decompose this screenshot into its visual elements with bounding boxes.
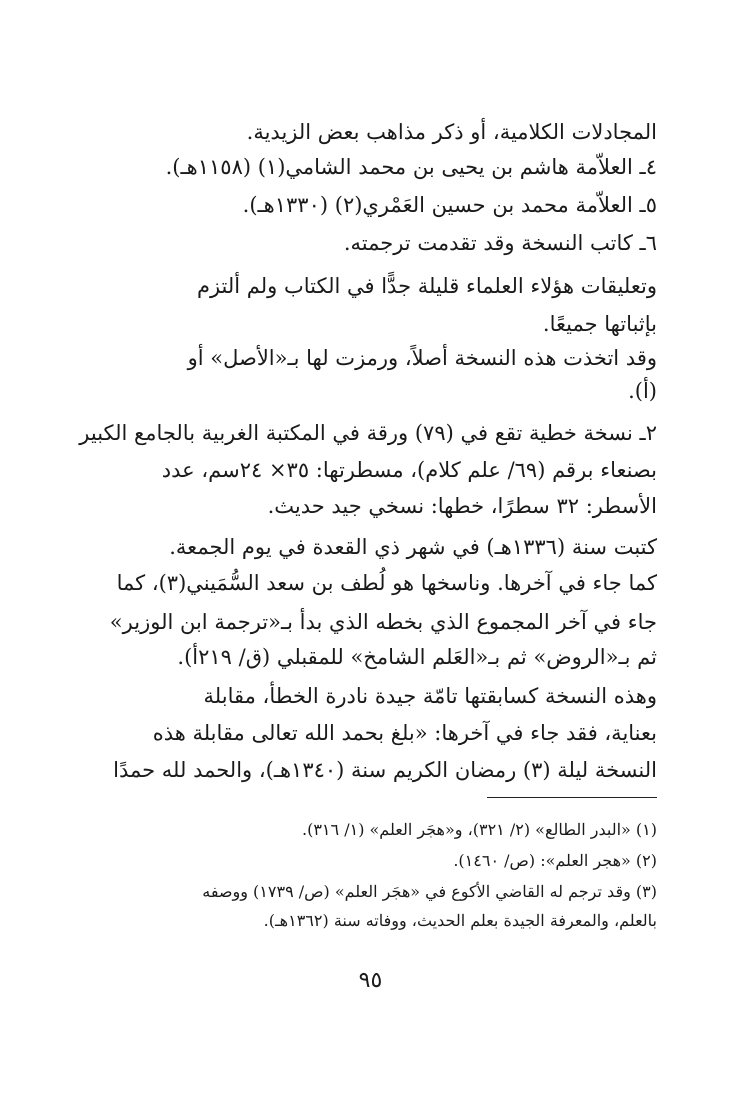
- footnote-1: (١) «البدر الطالع» (٢/ ٣٢١)، و«هجَر العلم» (١/ ٣١٦).: [302, 820, 657, 839]
- text-line: المجادلات الكلامية، أو ذكر مذاهب بعض الزيدية.: [246, 120, 657, 144]
- text-line: الأسطر: ٣٢ سطرًا، خطها: نسخي جيد حديث.: [267, 494, 657, 518]
- text-line: وهذه النسخة كسابقتها تامّة جيدة نادرة الخطأ، مقابلة: [203, 684, 657, 708]
- list-item-2: ٢ـ نسخة خطية تقع في (٧٩) ورقة في المكتبة الغربية بالجامع الكبير: [79, 421, 657, 445]
- text-line: كتبت سنة (١٣٣٦هـ) في شهر ذي القعدة في يوم الجمعة.: [169, 535, 657, 559]
- text-line: بإثباتها جميعًا.: [542, 312, 657, 336]
- text-line: وتعليقات هؤلاء العلماء قليلة جدًّا في الكتاب ولم ألتزم: [196, 274, 657, 298]
- text-line: جاء في آخر المجموع الذي بخطه الذي بدأ بـ«ترجمة ابن الوزير»: [109, 610, 657, 634]
- list-item-6: ٦ـ كاتب النسخة وقد تقدمت ترجمته.: [343, 231, 657, 255]
- text-line: بصنعاء برقم (٦٩/ علم كلام)، مسطرتها: ٣٥× ٢٤سم، عدد: [161, 458, 657, 482]
- footnote-3: (٣) وقد ترجم له القاضي الأكوع في «هجَر العلم» (ص/ ١٧٣٩) ووصفه: [202, 882, 657, 901]
- page-number: ٩٥: [358, 968, 383, 993]
- list-item-4: ٤ـ العلاّمة هاشم بن يحيى بن محمد الشامي(١) (١١٥٨هـ).: [165, 155, 657, 179]
- text-line: ثم بـ«الروض» ثم بـ«العَلم الشامخ» للمقبلي (ق/ ٢١٩أ).: [177, 645, 657, 669]
- text-line: وقد اتخذت هذه النسخة أصلاً، ورمزت لها بـ«الأصل» أو: [187, 346, 657, 370]
- text-line: بعناية، فقد جاء في آخرها: «بلغ بحمد الله تعالى مقابلة هذه: [152, 721, 657, 745]
- text-line: (أ).: [628, 379, 657, 403]
- footnote-3-continued: بالعلم، والمعرفة الجيدة بعلم الحديث، ووفاته سنة (١٣٦٢هـ).: [263, 911, 657, 930]
- text-line: النسخة ليلة (٣) رمضان الكريم سنة (١٣٤٠هـ)، والحمد لله حمدًا: [113, 758, 657, 782]
- text-line: كما جاء في آخرها. وناسخها هو لُطف بن سعد السُّمَيني(٣)، كما: [116, 571, 657, 595]
- footnote-divider: [487, 797, 657, 798]
- footnote-2: (٢) «هجر العلم»: (ص/ ١٤٦٠).: [453, 851, 657, 870]
- list-item-5: ٥ـ العلاّمة محمد بن حسين العَمْري(٢) (١٣٣٠هـ).: [242, 193, 657, 217]
